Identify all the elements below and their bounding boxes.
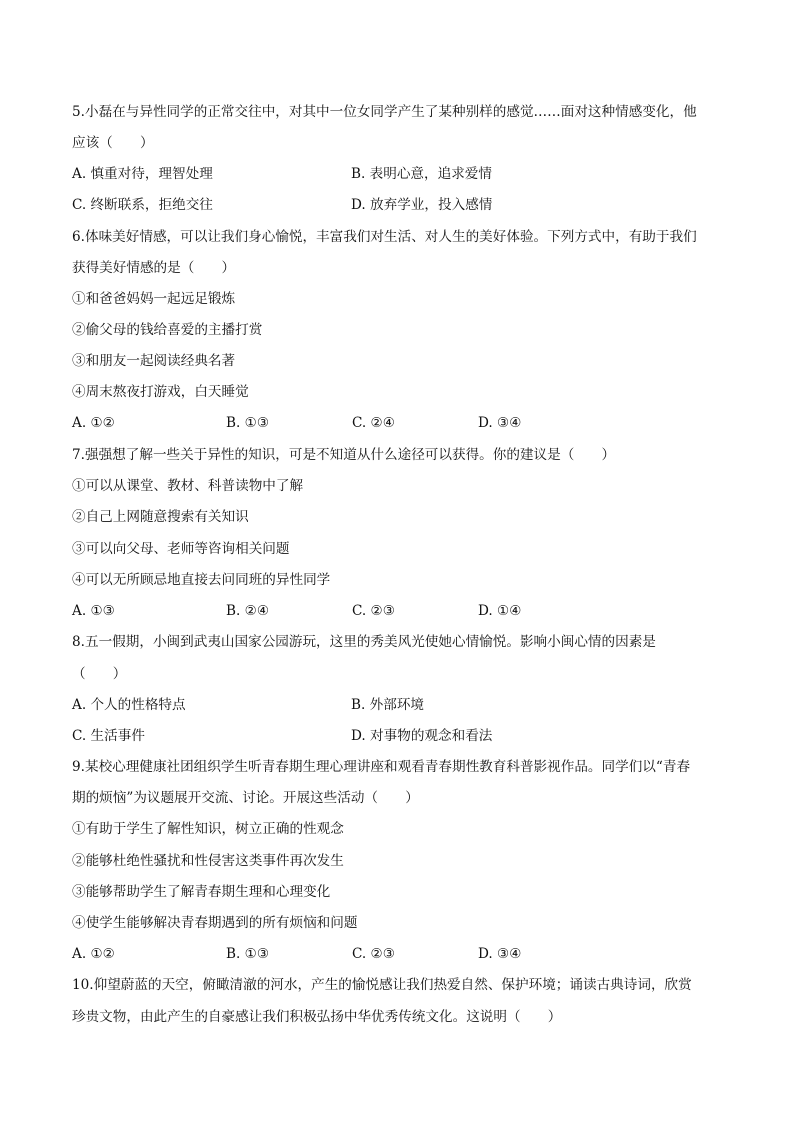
question-6-option-d: D. ③④ [478,415,522,431]
question-9-item-4: ④使学生能够解决青春期遇到的所有烦恼和问题 [72,915,358,931]
question-5-option-b: B. 表明心意，追求爱情 [351,166,492,182]
question-9-stem-line-2: 期的烦恼”为议题展开交流、讨论。开展这些活动（ ） [72,790,419,806]
question-7-item-4: ④可以无所顾忌地直接去问同班的异性同学 [72,572,331,588]
question-8-option-b: B. 外部环境 [351,697,425,713]
question-5-stem-line-1: 5.小磊在与异性同学的正常交往中，对其中一位女同学产生了某种别样的感觉……面对这种情感变化，他 [72,104,697,120]
question-6-option-a: A. ①② [72,415,115,431]
question-6-option-b: B. ①③ [226,415,270,431]
question-10-stem-line-2: 珍贵文物，由此产生的自豪感让我们积极弘扬中华优秀传统文化。这说明（ ） [72,1009,562,1025]
question-6-item-4: ④周末熬夜打游戏，白天睡觉 [72,384,249,400]
question-6-item-2: ②偷父母的钱给喜爱的主播打赏 [72,322,263,338]
question-9-option-c: C. ②③ [352,946,395,962]
question-8-options-row-2 [72,728,722,744]
question-7-option-c: C. ②③ [352,603,395,619]
question-6-item-1: ①和爸爸妈妈一起远足锻炼 [72,291,236,307]
question-9-option-d: D. ③④ [478,946,522,962]
question-5-stem-line-2: 应该（ ） [72,135,154,151]
question-7-item-3: ③可以向父母、老师等咨询相关问题 [72,541,290,557]
question-9-option-b: B. ①③ [226,946,270,962]
question-7-item-2: ②自己上网随意搜索有关知识 [72,509,249,525]
question-7-option-d: D. ①④ [478,603,522,619]
question-5-option-d: D. 放弃学业，投入感情 [351,197,493,213]
question-7-option-b: B. ②④ [226,603,270,619]
question-8-stem-line-2: （ ） [72,666,127,682]
question-9-options-row [72,946,722,962]
question-5-option-a: A. 慎重对待，理智处理 [72,166,213,182]
question-8-option-a: A. 个人的性格特点 [72,697,186,713]
question-9-item-3: ③能够帮助学生了解青春期生理和心理变化 [72,884,331,900]
question-7-options-row [72,603,722,619]
question-6-stem-line-2: 获得美好情感的是（ ） [72,260,236,276]
question-8-stem-line-1: 8.五一假期，小闽到武夷山国家公园游玩，这里的秀美风光使她心情愉悦。影响小闽心情的因素是 [72,634,656,650]
question-9-item-2: ②能够杜绝性骚扰和性侵害这类事件再次发生 [72,853,344,869]
question-6-option-c: C. ②④ [352,415,395,431]
question-5-option-c: C. 终断联系，拒绝交往 [72,197,213,213]
question-6-stem-line-1: 6.体味美好情感，可以让我们身心愉悦，丰富我们对生活、对人生的美好体验。下列方式中，有助于我们 [72,229,697,245]
question-5-options-row-2 [72,197,722,213]
question-6-options-row [72,415,722,431]
question-8-option-c: C. 生活事件 [72,728,145,744]
question-8-option-d: D. 对事物的观念和看法 [351,728,493,744]
question-9-option-a: A. ①② [72,946,115,962]
question-9-item-1: ①有助于学生了解性知识，树立正确的性观念 [72,821,344,837]
question-8-options-row-1 [72,697,722,713]
question-7-stem-line-1: 7.强强想了解一些关于异性的知识，可是不知道从什么途径可以获得。你的建议是（ ） [72,447,616,463]
question-10-stem-line-1: 10.仰望蔚蓝的天空，俯瞰清澈的河水，产生的愉悦感让我们热爱自然、保护环境；诵读古典诗词，欣赏 [72,977,692,993]
question-9-stem-line-1: 9.某校心理健康社团组织学生听青春期生理心理讲座和观看青春期性教育科普影视作品。同学们以“青春 [72,759,691,775]
question-6-item-3: ③和朋友一起阅读经典名著 [72,353,236,369]
question-7-option-a: A. ①③ [72,603,115,619]
question-7-item-1: ①可以从课堂、教材、科普读物中了解 [72,478,304,494]
question-5-options-row-1 [72,166,722,182]
